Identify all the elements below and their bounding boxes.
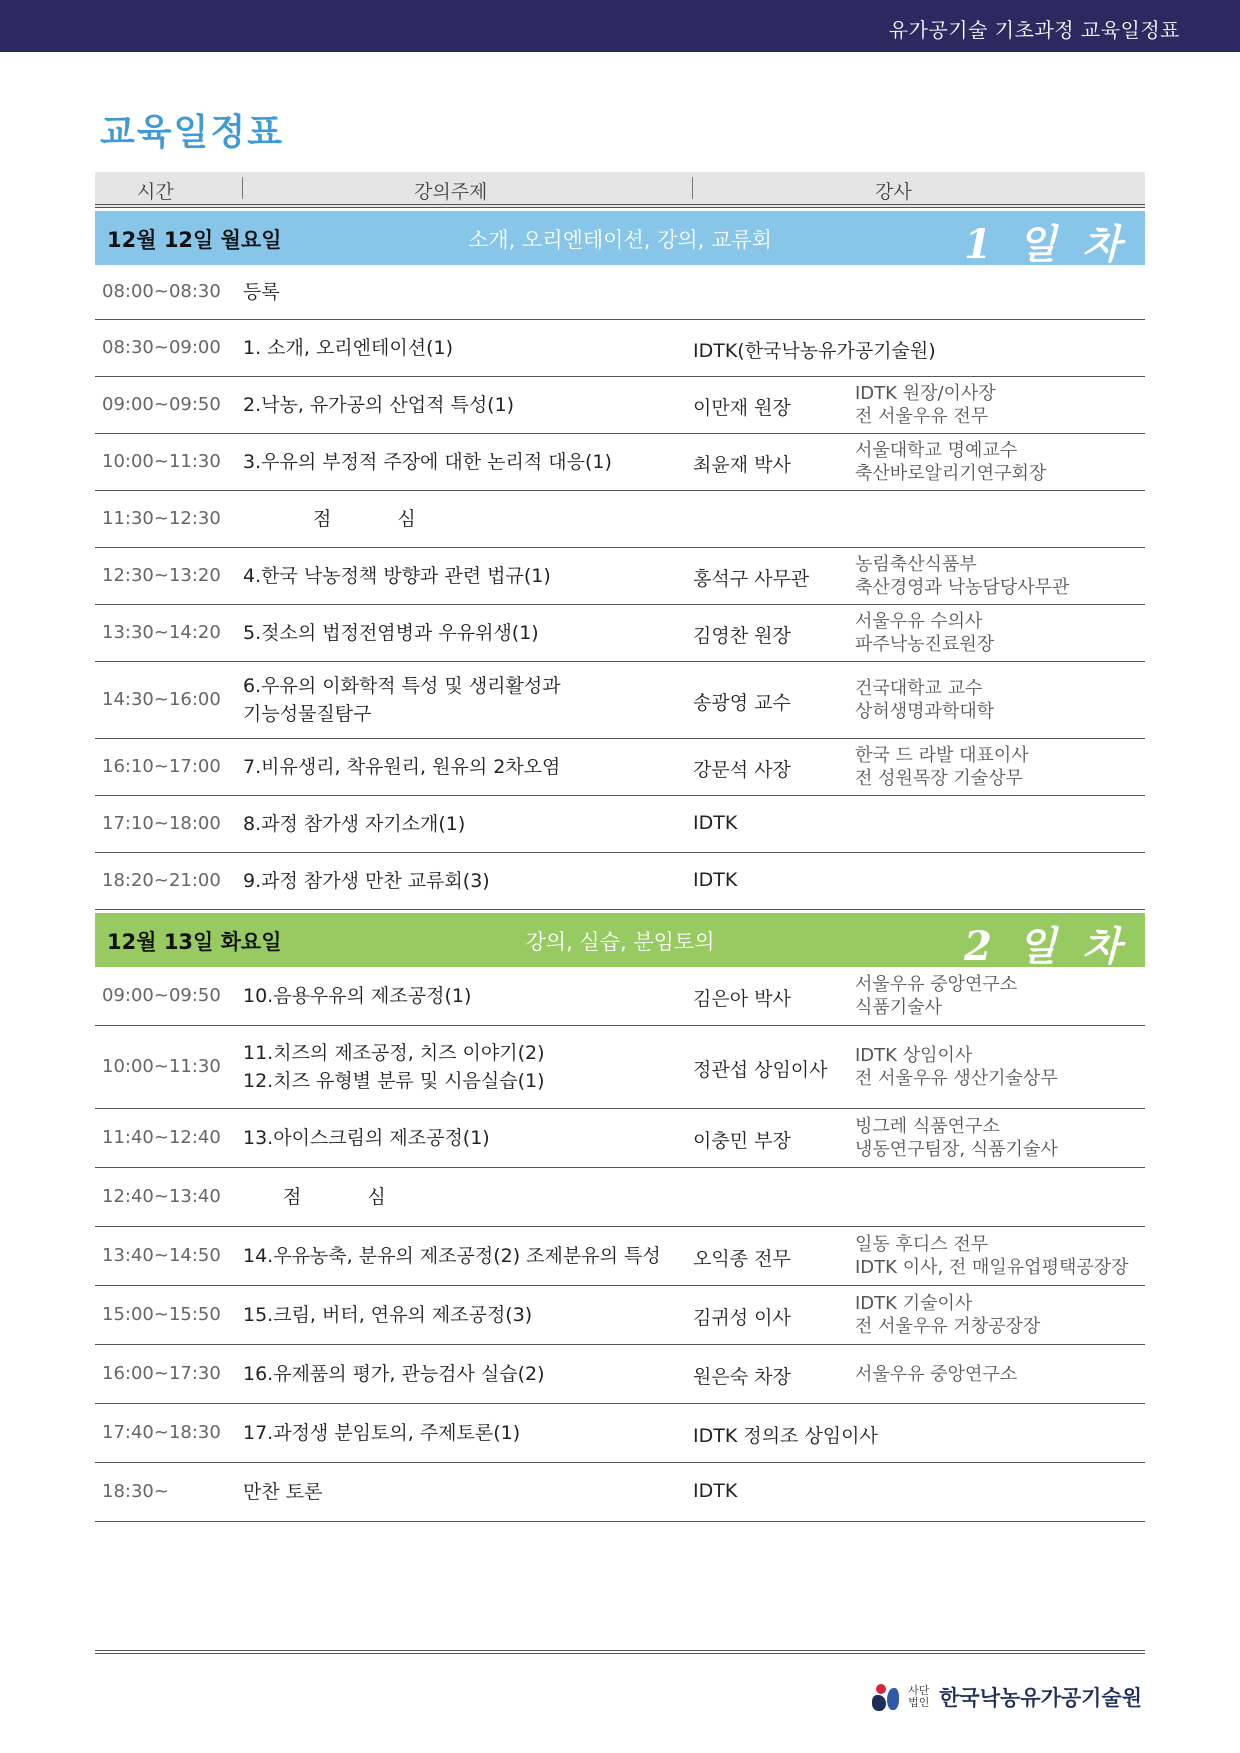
affiliation-line: 파주낙농진료원장 <box>855 634 995 655</box>
session-time: 10:00~11:30 <box>102 451 221 472</box>
speaker-name: 강문석 사장 <box>693 759 791 781</box>
org-logo-icon <box>872 1682 902 1712</box>
session-topic <box>243 1125 490 1151</box>
speaker-affiliation <box>855 1233 1129 1279</box>
day-date: 12월 12일 월요일 <box>107 228 282 252</box>
speaker-name: 원은숙 차장 <box>693 1366 791 1388</box>
topic-line: 15.크림, 버터, 연유의 제조공정(3) <box>243 1304 533 1326</box>
day-date: 12월 13일 화요일 <box>107 930 282 954</box>
lunch-label: 점 심 <box>283 1186 416 1208</box>
schedule-row <box>95 796 1145 853</box>
schedule-row <box>95 265 1145 320</box>
session-topic <box>243 983 471 1009</box>
topic-line: 3.우유의 부정적 주장에 대한 논리적 대응(1) <box>243 451 612 473</box>
speaker-affiliation <box>855 439 1046 485</box>
speaker-name: 홍석구 사무관 <box>693 568 810 590</box>
affiliation-line: 빙그레 식품연구소 <box>855 1116 1000 1137</box>
session-topic <box>243 279 280 305</box>
topic-line: 6.우유의 이화학적 특성 및 생리활성과 <box>243 675 561 697</box>
affiliation-line: 서울우유 중앙연구소 <box>855 974 1018 995</box>
schedule-row <box>95 605 1145 662</box>
topic-line: 1. 소개, 오리엔테이션(1) <box>243 337 453 359</box>
day-theme: 강의, 실습, 분임토의 <box>525 930 715 954</box>
page-title: 교육일정표 <box>100 112 284 153</box>
schedule-row <box>95 662 1145 739</box>
schedule-row <box>95 1026 1145 1109</box>
footer-logo <box>872 1682 1142 1712</box>
affiliation-line: 축산경영과 낙농담당사무관 <box>855 577 1070 598</box>
speaker-affiliation <box>855 382 996 428</box>
session-time: 16:00~17:30 <box>102 1363 221 1384</box>
day-theme: 소개, 오리엔테이션, 강의, 교류회 <box>468 228 772 252</box>
session-time: 13:40~14:50 <box>102 1245 221 1266</box>
header-topic: 강의주제 <box>414 181 488 203</box>
schedule-table <box>95 172 1145 1522</box>
days-container <box>95 211 1145 1522</box>
speaker-name: IDTK 정의조 상임이사 <box>693 1425 878 1447</box>
schedule-row <box>95 1463 1145 1522</box>
table-end-rule <box>95 1650 1145 1654</box>
session-topic <box>243 1302 532 1328</box>
topic-line: 등록 <box>243 281 280 303</box>
session-time: 09:00~09:50 <box>102 394 221 415</box>
session-topic <box>243 754 560 780</box>
speaker-affiliation <box>855 553 1069 599</box>
day-2-band <box>95 913 1145 970</box>
document-title: 유가공기술 기초과정 교육일정표 <box>888 18 1180 42</box>
schedule-row <box>95 548 1145 605</box>
schedule-row <box>95 320 1145 377</box>
session-time: 18:30~ <box>102 1481 169 1502</box>
header-divider <box>692 177 693 199</box>
session-time: 12:30~13:20 <box>102 565 221 586</box>
speaker-name: 이만재 원장 <box>693 397 791 419</box>
header-speaker: 강사 <box>875 181 912 203</box>
schedule-row <box>95 434 1145 491</box>
speaker-name: 김영찬 원장 <box>693 625 791 647</box>
schedule-row <box>95 1168 1145 1227</box>
speaker-affiliation <box>855 677 994 723</box>
day-number: 1 일 차 <box>964 221 1127 268</box>
speaker-name: IDTK(한국낙농유가공기술원) <box>693 340 936 362</box>
session-topic <box>243 868 490 894</box>
speaker-affiliation <box>855 744 1029 790</box>
schedule-row <box>95 1109 1145 1168</box>
schedule-row <box>95 1345 1145 1404</box>
lunch-label: 점 심 <box>313 508 446 530</box>
speaker-affiliation <box>855 1292 1040 1338</box>
topic-line: 기능성물질탐구 <box>243 703 372 725</box>
session-time: 08:00~08:30 <box>102 281 221 302</box>
session-time: 15:00~15:50 <box>102 1304 221 1325</box>
topic-line: 11.치즈의 제조공정, 치즈 이야기(2) <box>243 1042 545 1064</box>
header-divider <box>242 177 243 199</box>
schedule-row <box>95 1404 1145 1463</box>
session-topic <box>243 811 465 837</box>
topic-line: 7.비유생리, 착유원리, 원유의 2차오염 <box>243 756 561 778</box>
topic-line: 9.과정 참가생 만찬 교류회(3) <box>243 870 490 892</box>
topic-line: 17.과정생 분임토의, 주제토론(1) <box>243 1422 521 1444</box>
top-banner <box>0 0 1240 52</box>
speaker-name: IDTK <box>693 1480 738 1502</box>
affiliation-line: 서울대학교 명예교수 <box>855 440 1018 461</box>
affiliation-line: 축산바로알리기연구회장 <box>855 463 1047 484</box>
schedule-row <box>95 377 1145 434</box>
session-topic <box>243 1420 520 1446</box>
affiliation-line: IDTK 원장/이사장 <box>855 383 996 404</box>
session-time: 14:30~16:00 <box>102 689 221 710</box>
session-topic <box>243 1361 545 1387</box>
affiliation-line: 농림축산식품부 <box>855 554 977 575</box>
day-number: 2 일 차 <box>964 923 1127 970</box>
schedule-row <box>95 739 1145 796</box>
topic-line: 8.과정 참가생 자기소개(1) <box>243 813 466 835</box>
day-1-band <box>95 211 1145 268</box>
session-time: 09:00~09:50 <box>102 985 221 1006</box>
session-time: 08:30~09:00 <box>102 337 221 358</box>
topic-line: 4.한국 낙농정책 방향과 관련 법규(1) <box>243 565 551 587</box>
session-time: 12:40~13:40 <box>102 1186 221 1207</box>
schedule-row <box>95 1286 1145 1345</box>
session-time: 16:10~17:00 <box>102 756 221 777</box>
speaker-name: 김귀성 이사 <box>693 1307 791 1329</box>
org-name: 한국낙농유가공기술원 <box>939 1686 1142 1710</box>
topic-line: 12.치즈 유형별 분류 및 시음실습(1) <box>243 1070 545 1092</box>
session-topic <box>243 392 514 418</box>
affiliation-line: 서울우유 수의사 <box>855 611 983 632</box>
affiliation-line: IDTK 기술이사 <box>855 1293 973 1314</box>
speaker-affiliation <box>855 973 1017 1019</box>
affiliation-line: 냉동연구팀장, 식품기술사 <box>855 1139 1058 1160</box>
session-topic <box>243 1039 545 1095</box>
speaker-name: IDTK <box>693 869 738 891</box>
topic-line: 5.젖소의 법정전염병과 우유위생(1) <box>243 622 539 644</box>
affiliation-line: 전 서울우유 전무 <box>855 406 989 427</box>
session-topic <box>243 1479 322 1505</box>
topic-line: 만찬 토론 <box>243 1481 323 1503</box>
table-header <box>95 172 1145 208</box>
speaker-affiliation <box>855 1115 1058 1161</box>
session-time: 10:00~11:30 <box>102 1056 221 1077</box>
affiliation-line: 건국대학교 교수 <box>855 678 983 699</box>
header-time: 시간 <box>137 181 174 203</box>
session-topic <box>243 563 551 589</box>
schedule-row <box>95 1227 1145 1286</box>
affiliation-line: 전 서울우유 생산기술상무 <box>855 1068 1058 1089</box>
session-time: 11:30~12:30 <box>102 508 221 529</box>
speaker-name: IDTK <box>693 812 738 834</box>
affiliation-line: IDTK 상임이사 <box>855 1045 973 1066</box>
speaker-affiliation <box>855 610 994 656</box>
topic-line: 13.아이스크림의 제조공정(1) <box>243 1127 490 1149</box>
session-time: 18:20~21:00 <box>102 870 221 891</box>
affiliation-line: 일동 후디스 전무 <box>855 1234 989 1255</box>
affiliation-line: 상허생명과학대학 <box>855 701 995 722</box>
affiliation-line: 서울우유 중앙연구소 <box>855 1364 1018 1385</box>
schedule-row <box>95 853 1145 910</box>
topic-line: 10.음용우유의 제조공정(1) <box>243 985 472 1007</box>
speaker-name: 정관섭 상임이사 <box>693 1059 828 1081</box>
session-time: 13:30~14:20 <box>102 622 221 643</box>
session-time: 17:10~18:00 <box>102 813 221 834</box>
speaker-affiliation <box>855 1363 1017 1386</box>
affiliation-line: IDTK 이사, 전 매일유업평택공장장 <box>855 1257 1129 1278</box>
session-time: 11:40~12:40 <box>102 1127 221 1148</box>
speaker-affiliation <box>855 1044 1058 1090</box>
topic-line: 2.낙농, 유가공의 산업적 특성(1) <box>243 394 515 416</box>
affiliation-line: 한국 드 라발 대표이사 <box>855 745 1029 766</box>
session-topic <box>243 449 612 475</box>
speaker-name: 이충민 부장 <box>693 1130 791 1152</box>
affiliation-line: 식품기술사 <box>855 997 942 1018</box>
session-topic <box>243 620 539 646</box>
org-type: 사단 법인 <box>908 1684 930 1709</box>
affiliation-line: 전 성원목장 기술상무 <box>855 768 1023 789</box>
affiliation-line: 전 서울우유 거창공장장 <box>855 1316 1041 1337</box>
topic-line: 14.우유농축, 분유의 제조공정(2) 조제분유의 특성 <box>243 1245 661 1267</box>
session-topic <box>243 672 561 728</box>
speaker-name: 김은아 박사 <box>693 988 791 1010</box>
speaker-name: 최윤재 박사 <box>693 454 791 476</box>
session-time: 17:40~18:30 <box>102 1422 221 1443</box>
session-topic <box>243 1243 661 1269</box>
speaker-name: 오익종 전무 <box>693 1248 791 1270</box>
schedule-row <box>95 967 1145 1026</box>
speaker-name: 송광영 교수 <box>693 692 791 714</box>
topic-line: 16.유제품의 평가, 관능검사 실습(2) <box>243 1363 545 1385</box>
schedule-row <box>95 491 1145 548</box>
session-topic <box>243 335 453 361</box>
